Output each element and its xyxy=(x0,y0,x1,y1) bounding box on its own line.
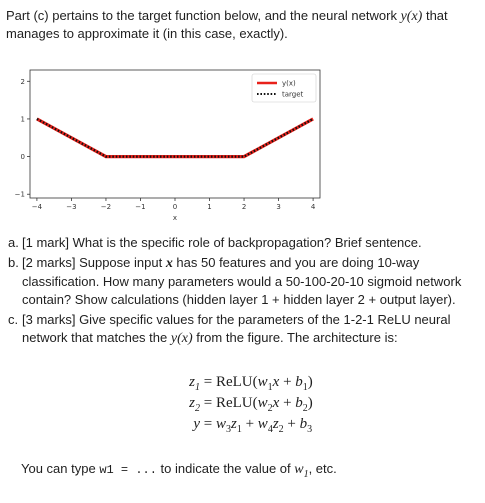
equation-z1-rhs: $ReLU(w_1x + b_1)$ xyxy=(215,374,313,393)
x-axis-label: x xyxy=(172,214,178,220)
equation-z2: $z_2$ = $ReLU(w_2x + b_2)$ xyxy=(172,393,313,414)
question-b xyxy=(8,254,482,309)
intro-text-before: Part (c) pertains to the target function below, and the neural network xyxy=(6,8,401,23)
question-c-pre: [3 marks] Give specific values for the parameters of the 1-2-1 ReLU neural network that matches the xyxy=(22,312,451,345)
question-a xyxy=(8,234,482,252)
intro-text-after: that manages to approximate it (in this case, exactly). xyxy=(6,8,448,41)
footer-pre: You can type xyxy=(21,461,100,476)
footer-code-sample: w1 = ... xyxy=(99,463,157,477)
x-tick-label: 2 xyxy=(241,203,247,211)
x-tick-label: 0 xyxy=(172,203,178,211)
intro-paragraph xyxy=(6,7,480,42)
legend-label: y(x) xyxy=(282,79,296,88)
x-tick-label: 4 xyxy=(310,203,316,211)
footer-post: , etc. xyxy=(308,461,337,476)
question-b-post: has 50 features and you are doing 10-way classification. How many parameters would a 50-100-20-10 sigmoid network contain? Show calculations (hidden layer 1 + hidden layer 2 + output layer). xyxy=(22,255,462,307)
equation-z1-lhs: $z_1$ xyxy=(189,374,200,393)
question-c-math-yx: y(x) xyxy=(170,331,193,346)
x-tick-label: −4 xyxy=(31,203,43,211)
question-b-pre: [2 marks] Suppose input xyxy=(22,255,166,270)
question-list xyxy=(8,234,482,350)
equation-y: $y = w_3z_1 + w_4z_2 + b_3$ xyxy=(172,414,313,435)
question-b-marker: b. xyxy=(8,255,19,270)
equation-z1: $z_1$ = $ReLU(w_1x + b_1)$ xyxy=(172,372,313,393)
x-tick-label: −2 xyxy=(100,203,112,211)
y-tick-label: 2 xyxy=(20,77,25,86)
y-tick-label: −1 xyxy=(14,190,25,199)
x-tick-label: −1 xyxy=(135,203,146,211)
architecture-equations xyxy=(172,372,313,435)
y-tick-label: 0 xyxy=(20,153,25,162)
y-tick-label: 1 xyxy=(20,115,25,124)
question-a-marker: a. xyxy=(8,235,19,250)
question-b-bold-x: x xyxy=(165,256,173,271)
footer-math-w1: $w_1$ xyxy=(294,462,309,480)
x-tick-label: −3 xyxy=(66,203,77,211)
question-c-post: from the figure. The architecture is: xyxy=(192,330,398,345)
x-tick-label: 1 xyxy=(207,203,212,211)
question-c xyxy=(8,311,482,348)
instructions-footer xyxy=(21,460,337,483)
equation-z2-rhs: $ReLU(w_2x + b_2)$ xyxy=(215,395,313,414)
x-tick-label: 3 xyxy=(276,203,281,211)
question-a-text: [1 mark] What is the specific role of backpropagation? Brief sentence. xyxy=(22,235,422,250)
equation-y-rhs: $w_3z_1 + w_4z_2 + b_3$ xyxy=(215,416,313,435)
equation-y-lhs: y xyxy=(193,416,200,432)
question-c-marker: c. xyxy=(8,312,19,327)
footer-mid: to indicate the value of xyxy=(156,461,295,476)
legend-label: target xyxy=(282,90,304,99)
equation-z2-lhs: $z_2$ xyxy=(189,395,200,414)
target-function-chart xyxy=(0,60,330,220)
intro-math-y: y(x) xyxy=(400,9,423,24)
